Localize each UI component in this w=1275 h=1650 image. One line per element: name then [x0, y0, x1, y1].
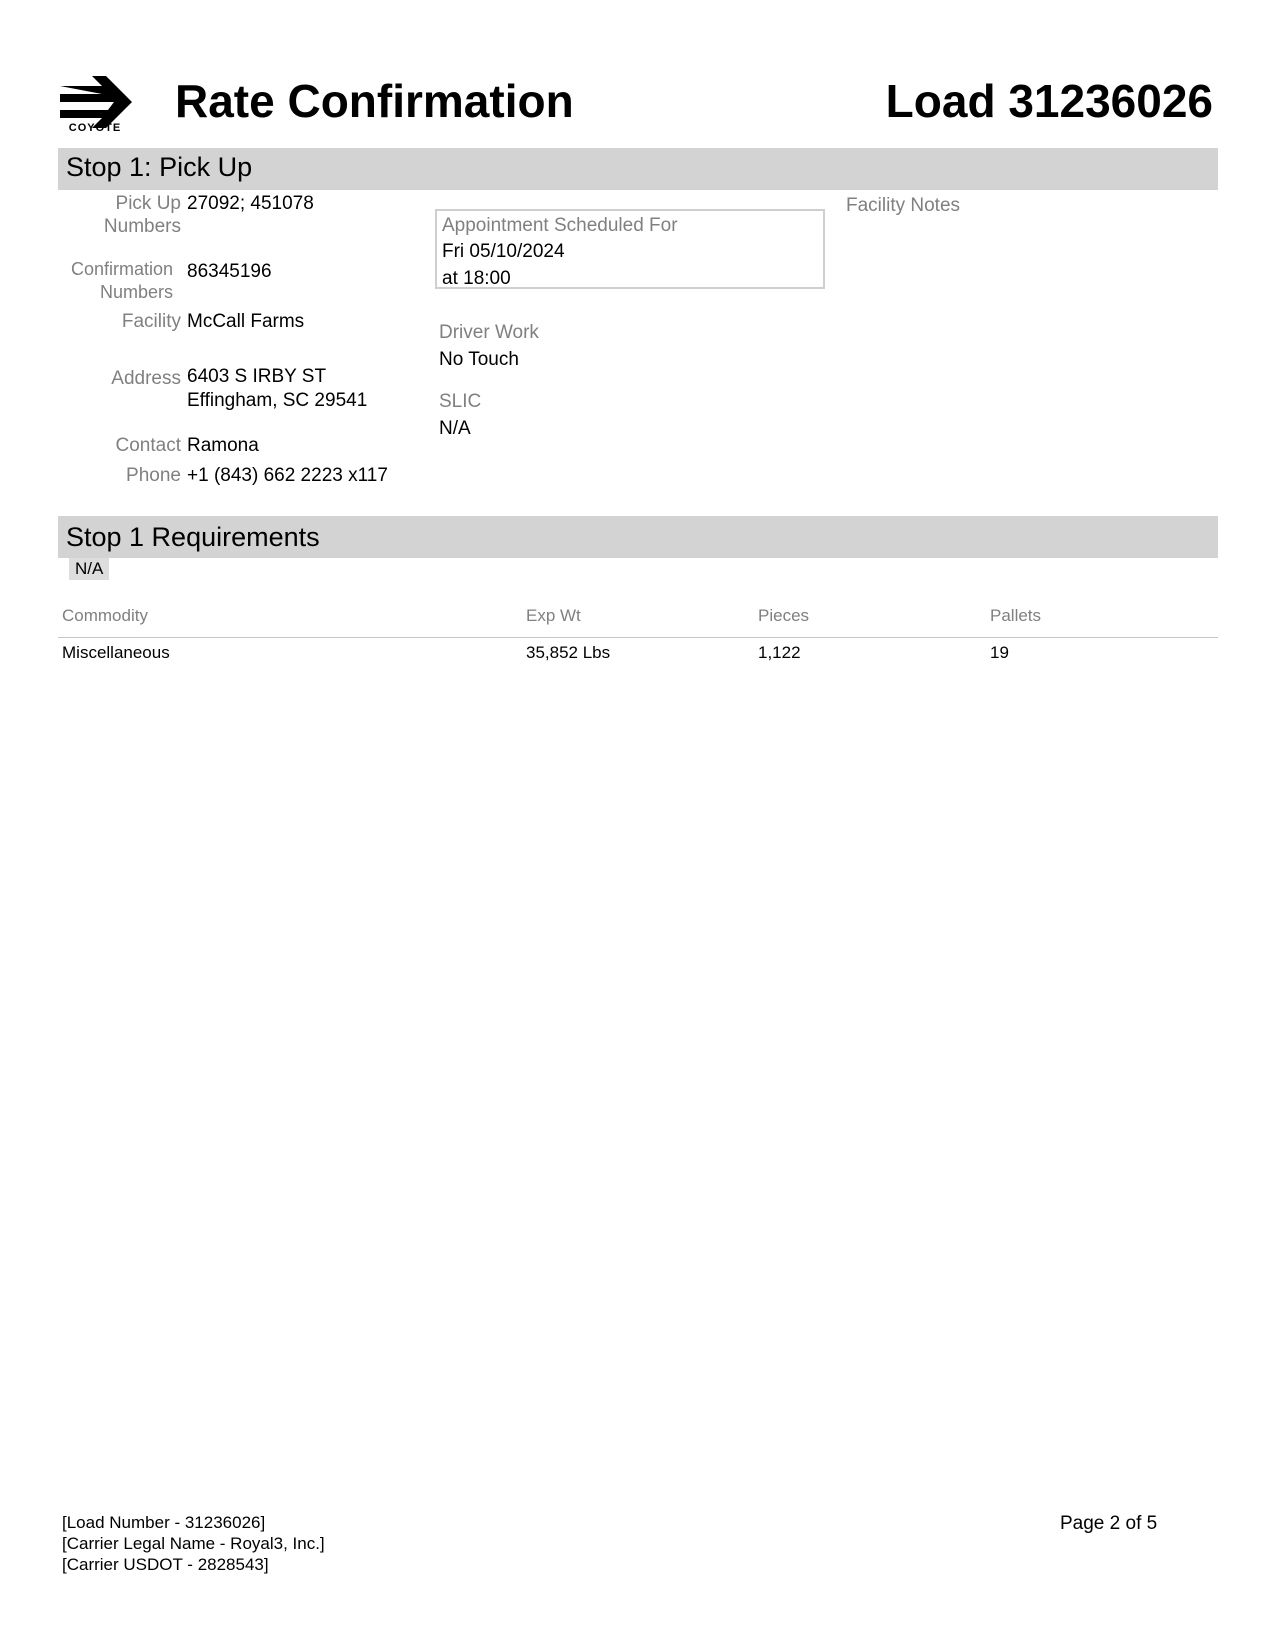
- appointment-date: Fri 05/10/2024: [442, 241, 565, 262]
- footer-load-number: [Load Number - 31236026]: [62, 1513, 266, 1532]
- contact-value: Ramona: [187, 435, 259, 456]
- stop1-section-title: Stop 1: Pick Up: [66, 152, 253, 182]
- contact-label: Contact: [115, 435, 181, 456]
- pickup-numbers-value: 27092; 451078: [187, 193, 314, 214]
- appointment-time: at 18:00: [442, 268, 511, 289]
- table-cell-pallets: 19: [990, 643, 1009, 662]
- document-title: Rate Confirmation: [175, 75, 574, 127]
- requirements-section-title: Stop 1 Requirements: [66, 522, 320, 552]
- driver-work-value: No Touch: [439, 349, 519, 370]
- pickup-numbers-label: Pick Up Numbers: [103, 193, 181, 237]
- requirements-value-badge: N/A: [69, 558, 109, 580]
- col-header-commodity: Commodity: [62, 606, 148, 625]
- footer-carrier-usdot: [Carrier USDOT - 2828543]: [62, 1555, 269, 1574]
- phone-label: Phone: [126, 465, 181, 486]
- col-header-pallets: Pallets: [990, 606, 1042, 625]
- col-header-pieces: Pieces: [758, 606, 810, 625]
- phone-value: +1 (843) 662 2223 x117: [187, 465, 388, 486]
- logo-wordmark: COYOTE: [68, 122, 122, 134]
- address-value: 6403 S IRBY ST Effingham, SC 29541: [187, 366, 368, 411]
- facility-label: Facility: [121, 311, 181, 332]
- load-number-title: Load 31236026: [885, 75, 1213, 127]
- address-label: Address: [111, 368, 181, 389]
- appointment-label: Appointment Scheduled For: [442, 215, 678, 236]
- facility-value: McCall Farms: [187, 311, 305, 332]
- slic-value: N/A: [439, 418, 471, 439]
- driver-work-label: Driver Work: [439, 322, 539, 343]
- footer-carrier-legal-name: [Carrier Legal Name - Royal3, Inc.]: [62, 1534, 325, 1553]
- slic-label: SLIC: [439, 391, 482, 412]
- table-cell-commodity: Miscellaneous: [62, 643, 170, 662]
- page-number: Page 2 of 5: [1060, 1513, 1158, 1534]
- table-cell-pieces: 1,122: [758, 643, 801, 662]
- table-cell-exp-wt: 35,852 Lbs: [526, 643, 611, 662]
- confirmation-numbers-value: 86345196: [187, 261, 272, 282]
- confirmation-numbers-label: Confirmation Numbers: [70, 259, 173, 302]
- facility-notes-label: Facility Notes: [846, 195, 961, 216]
- table-divider: [58, 637, 1218, 638]
- col-header-exp-wt: Exp Wt: [526, 606, 581, 625]
